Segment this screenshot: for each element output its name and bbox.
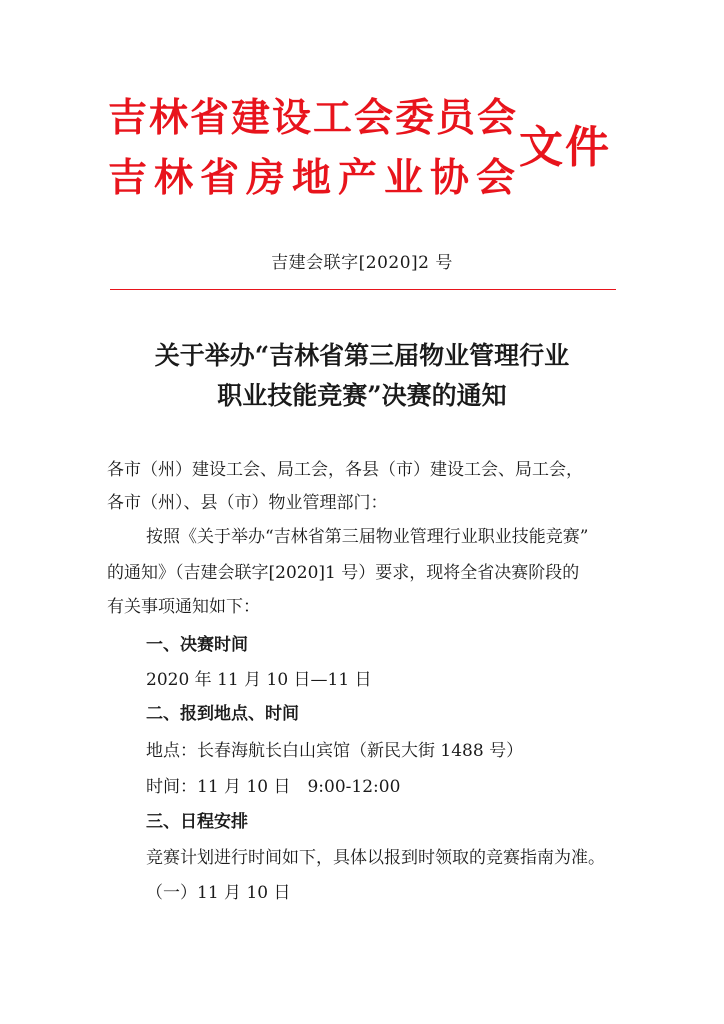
section-text: 时间：11 月 10 日 9:00-12:00: [146, 777, 401, 797]
section-heading: 三、日程安排: [146, 812, 248, 832]
section-heading: 一、决赛时间: [146, 635, 248, 655]
document-suffix: 文件: [519, 122, 611, 173]
title-line-1: 关于举办“吉林省第三届物业管理行业: [154, 341, 570, 370]
red-divider-line: [110, 289, 616, 290]
paragraph-line: 按照《关于举办“吉林省第三届物业管理行业职业技能竞赛”: [146, 527, 589, 547]
issuer-name-line-2: 吉林省房地产业协会: [108, 156, 523, 201]
subsection-heading: （一）11 月 10 日: [146, 883, 291, 903]
recipients-line-1: 各市（州）建设工会、局工会，各县（市）建设工会、局工会，: [107, 460, 583, 480]
document-number: 吉建会联字[2020]2 号: [271, 253, 453, 273]
issuer-name-line-1: 吉林省建设工会委员会: [108, 96, 519, 141]
section-text: 2020 年 11 月 10 日—11 日: [146, 670, 372, 690]
section-heading: 二、报到地点、时间: [146, 704, 299, 724]
title-line-2: 职业技能竞赛”决赛的通知: [217, 381, 507, 410]
section-text: 地点：长春海航长白山宾馆（新民大街 1488 号）: [146, 741, 524, 761]
paragraph-line: 的通知》（吉建会联字[2020]1 号）要求，现将全省决赛阶段的: [107, 563, 580, 583]
paragraph-line: 有关事项通知如下：: [107, 597, 260, 617]
recipients-line-2: 各市（州）、县（市）物业管理部门：: [107, 493, 388, 513]
section-text: 竞赛计划进行时间如下，具体以报到时领取的竞赛指南为准。: [146, 848, 605, 868]
